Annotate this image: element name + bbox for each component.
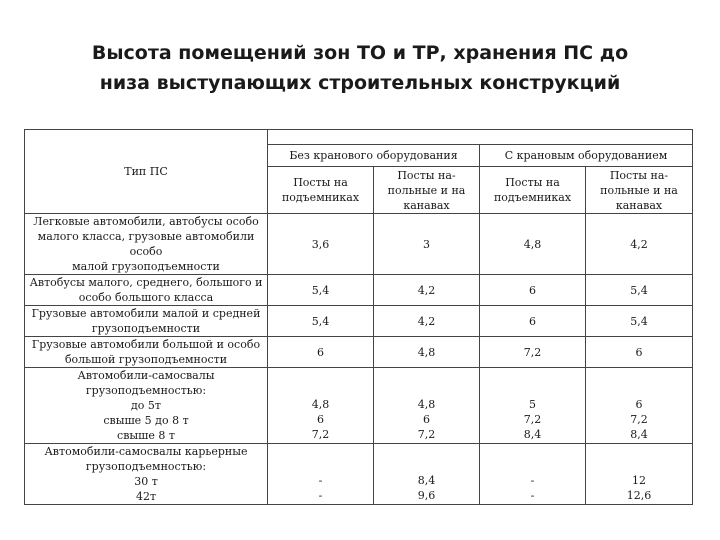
row-label: Автомобили-самосвалы карьерные грузоподъемностью: 30 т 42т	[25, 444, 268, 505]
row-label: Грузовые автомобили большой и особо большой грузоподъемности	[25, 337, 268, 368]
header-blank-cell	[268, 130, 693, 145]
table-cell: - -	[268, 444, 374, 505]
table-cell: 12 12,6	[586, 444, 693, 505]
height-table	[24, 129, 693, 505]
table-cell: 5,4	[586, 306, 693, 337]
row-label: Автомобили-самосвалы грузоподъемностью: до 5т свыше 5 до 8 т свыше 8 т	[25, 368, 268, 444]
table-cell: 4,8	[374, 337, 480, 368]
table-row	[25, 214, 693, 275]
table-blank-row	[25, 130, 693, 145]
table-cell: 4,8	[480, 214, 586, 275]
table-cell: 6	[480, 306, 586, 337]
table-row	[25, 306, 693, 337]
table-cell: 4,8 6 7,2	[374, 368, 480, 444]
header-without-crane: Без кранового оборудования	[268, 145, 480, 167]
table-cell: 5,4	[268, 275, 374, 306]
table-row	[25, 444, 693, 505]
table-cell: 5 7,2 8,4	[480, 368, 586, 444]
slide-title	[0, 38, 720, 98]
table-cell: 4,2	[374, 275, 480, 306]
row-label: Грузовые автомобили малой и средней грузоподъемности	[25, 306, 268, 337]
table-cell: 5,4	[586, 275, 693, 306]
table-cell: 4,8 6 7,2	[268, 368, 374, 444]
table-cell: 3,6	[268, 214, 374, 275]
header-floor-crane: Посты на- польные и на канавах	[586, 167, 693, 214]
table-cell: 6	[586, 337, 693, 368]
row-label: Легковые автомобили, автобусы особо малого класса, грузовые автомобили особо малой грузоподъемности	[25, 214, 268, 275]
table-row	[25, 275, 693, 306]
header-lifts-crane: Посты на подъемниках	[480, 167, 586, 214]
table-cell: 6 7,2 8,4	[586, 368, 693, 444]
table-row	[25, 368, 693, 444]
table-cell: - -	[480, 444, 586, 505]
table-cell: 3	[374, 214, 480, 275]
slide-title-line-2: низа выступающих строительных конструкций	[99, 72, 621, 94]
table-cell: 4,2	[374, 306, 480, 337]
row-label: Автобусы малого, среднего, большого и особо большого класса	[25, 275, 268, 306]
table-cell: 8,4 9,6	[374, 444, 480, 505]
table-cell: 6	[480, 275, 586, 306]
header-with-crane: С крановым оборудованием	[480, 145, 693, 167]
slide-title-line-1: Высота помещений зон ТО и ТР, хранения ПС до	[91, 42, 629, 64]
table-cell: 4,2	[586, 214, 693, 275]
table-cell: 7,2	[480, 337, 586, 368]
table-cell: 6	[268, 337, 374, 368]
header-type: Тип ПС	[25, 130, 268, 214]
table-row	[25, 337, 693, 368]
header-floor-no-crane: Посты на- польные и на канавах	[374, 167, 480, 214]
table-cell: 5,4	[268, 306, 374, 337]
header-lifts-no-crane: Посты на подъемниках	[268, 167, 374, 214]
